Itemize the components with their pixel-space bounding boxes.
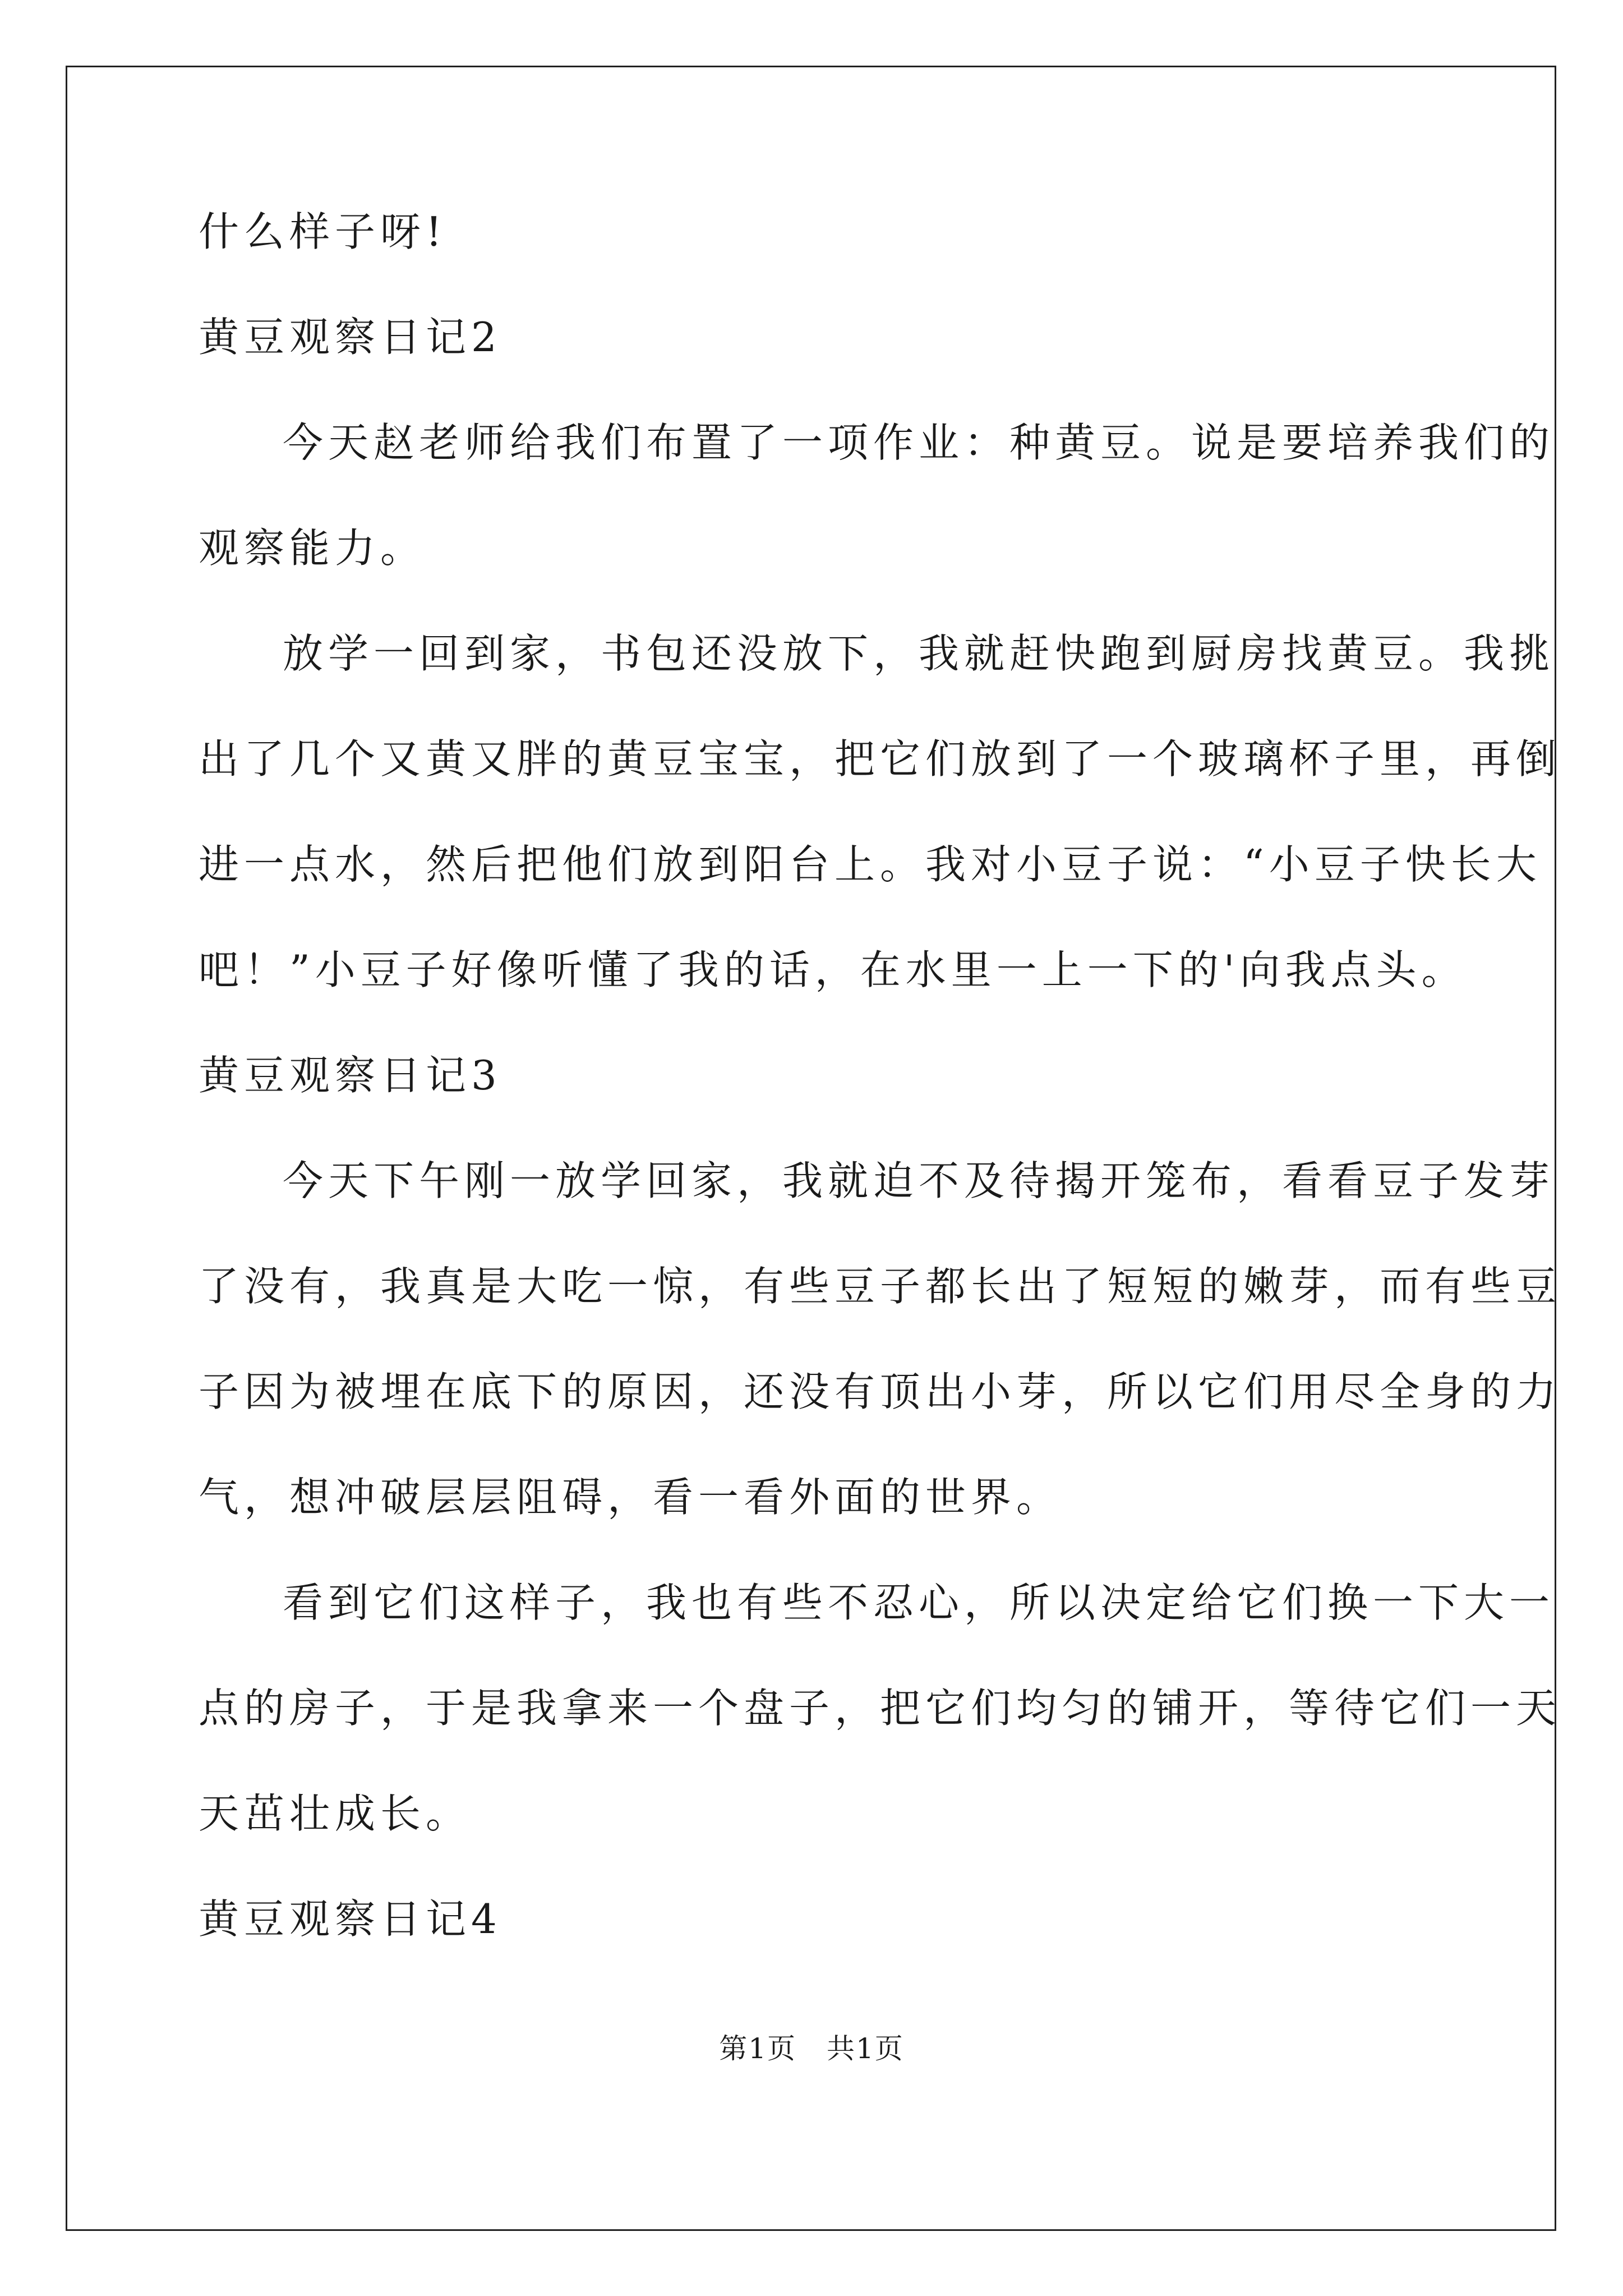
paragraph-3 bbox=[199, 1154, 1562, 1524]
paragraph-line: 子因为被埋在底下的原因，还没有顶出小芽，所以它们用尽全身的力 bbox=[199, 1368, 1562, 1415]
text-line bbox=[199, 205, 1435, 259]
paragraph-line: 点的房子，于是我拿来一个盘子，把它们均匀的铺开，等待它们一天 bbox=[199, 1685, 1562, 1732]
text-line-0: 什么样子呀! bbox=[199, 208, 447, 255]
paragraph-line: 放学一回到家，书包还没放下，我就赶快跑到厨房找黄豆。我挑 bbox=[283, 630, 1555, 677]
paragraph-line: 进一点水，然后把他们放到阳台上。我对小豆子说：“小豆子快长大 bbox=[199, 841, 1542, 888]
page-total: 共1页 bbox=[826, 2032, 904, 2065]
heading-text: 黄豆观察日记4 bbox=[199, 1895, 502, 1943]
paragraph-4 bbox=[199, 1576, 1562, 1841]
document-body bbox=[199, 205, 1562, 1998]
paragraph-line: 天茁壮成长。 bbox=[199, 1790, 472, 1837]
heading-diary-4 bbox=[199, 1892, 1435, 1946]
paragraph-line: 今天赵老师给我们布置了一项作业：种黄豆。说是要培养我们的 bbox=[283, 419, 1555, 466]
paragraph-2 bbox=[199, 627, 1562, 997]
paragraph-line: 吧！”小豆子好像听懂了我的话，在水里一上一下的'向我点头。 bbox=[199, 946, 1467, 993]
paragraph-line: 了没有，我真是大吃一惊，有些豆子都长出了短短的嫩芽，而有些豆 bbox=[199, 1263, 1562, 1310]
page-footer bbox=[0, 2032, 1623, 2065]
heading-text: 黄豆观察日记2 bbox=[199, 314, 502, 361]
paragraph-1 bbox=[199, 416, 1555, 575]
paragraph-line: 气，想冲破层层阻碍，看一看外面的世界。 bbox=[199, 1474, 1062, 1521]
paragraph-line: 今天下午刚一放学回家，我就迫不及待揭开笼布，看看豆子发芽 bbox=[283, 1157, 1555, 1204]
heading-diary-2 bbox=[199, 310, 1435, 364]
paragraph-line: 观察能力。 bbox=[199, 524, 426, 572]
heading-text: 黄豆观察日记3 bbox=[199, 1052, 502, 1099]
heading-diary-3 bbox=[199, 1048, 1435, 1102]
paragraph-line: 出了几个又黄又胖的黄豆宝宝，把它们放到了一个玻璃杯子里，再倒 bbox=[199, 735, 1562, 783]
paragraph-line: 看到它们这样子，我也有些不忍心，所以决定给它们换一下大一 bbox=[283, 1579, 1555, 1626]
page-number: 第1页 bbox=[719, 2032, 797, 2065]
